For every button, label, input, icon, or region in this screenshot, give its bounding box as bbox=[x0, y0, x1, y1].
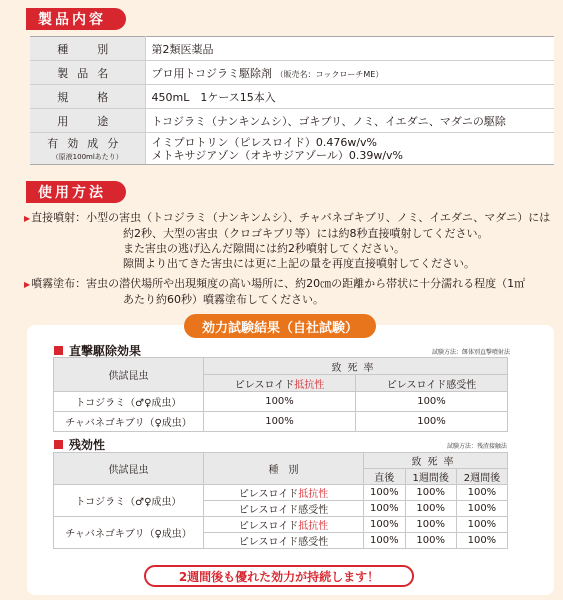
usage-direct bbox=[24, 210, 556, 271]
type-pre: ピレスロイド bbox=[238, 537, 299, 548]
col-insect: 供試昆虫 bbox=[54, 453, 204, 485]
spec-value bbox=[145, 133, 554, 165]
col-2-weeks: 2週間後 bbox=[456, 469, 507, 485]
type-red: 抵抗性 bbox=[298, 489, 329, 500]
value-cell: 100% bbox=[456, 533, 507, 549]
value-cell: 100% bbox=[405, 485, 456, 501]
section-title-product: 製品内容 bbox=[26, 8, 126, 30]
spec-row bbox=[30, 37, 554, 61]
spec-key: 用 途 bbox=[30, 109, 145, 133]
ingredient-1: イミプロトリン（ピレスロイド）0.476w/v% bbox=[151, 135, 377, 149]
value-cell: 100% bbox=[456, 517, 507, 533]
spec-row bbox=[30, 61, 554, 85]
insect-name: チャバネゴキブリ（♀成虫） bbox=[54, 517, 204, 549]
col-susceptible: ピレスロイド感受性 bbox=[356, 375, 508, 392]
section-title-usage: 使用方法 bbox=[26, 181, 126, 203]
table-row bbox=[54, 517, 508, 533]
usage-spray-label: 噴霧塗布： bbox=[31, 277, 87, 290]
type-pre: ピレスロイド bbox=[238, 505, 299, 516]
table-header-row bbox=[54, 358, 508, 375]
type-cell bbox=[204, 533, 364, 549]
triangle-bullet-icon: ▶ bbox=[24, 214, 31, 223]
spec-row bbox=[30, 85, 554, 109]
value-cell: 100% bbox=[405, 533, 456, 549]
spec-key bbox=[30, 133, 145, 165]
type-cell bbox=[204, 517, 364, 533]
col-mortality: 致死率 bbox=[364, 453, 508, 469]
resistant-value: 100% bbox=[204, 412, 356, 432]
table-row bbox=[54, 412, 508, 432]
value-cell: 100% bbox=[364, 501, 406, 517]
value-cell: 100% bbox=[456, 485, 507, 501]
spec-key: 製品名 bbox=[30, 61, 145, 85]
usage-spray bbox=[24, 276, 556, 307]
usage-direct-line2: 約2秒、大型の害虫（クロゴキブリ等）には約8秒直接噴射してください。 bbox=[123, 227, 489, 240]
spec-key-sub: （原液100mlあたり） bbox=[51, 153, 123, 161]
susceptible-value: 100% bbox=[356, 412, 508, 432]
direct-effect-table bbox=[53, 357, 508, 432]
col-resistant-red: 抵抗性 bbox=[294, 379, 325, 391]
usage-direct-label: 直接噴射： bbox=[31, 211, 87, 224]
direct-test-method: 試験方法：餌体別直撃噴射法 bbox=[432, 349, 511, 356]
usage-direct-line3: また害虫の逃げ込んだ隙間には約2秒噴射してください。 bbox=[123, 242, 405, 255]
spec-row bbox=[30, 109, 554, 133]
effect-banner: 2週間後も優れた効力が持続します！ bbox=[144, 565, 414, 587]
spec-value bbox=[145, 61, 554, 85]
product-name: プロ用トコジラミ駆除剤 bbox=[151, 66, 273, 80]
insect-name: チャバネゴキブリ（♀成虫） bbox=[54, 412, 204, 432]
spec-value: 450mL 1ケース15本入 bbox=[145, 85, 554, 109]
col-insect: 供試昆虫 bbox=[54, 358, 204, 392]
insect-name: トコジラミ（♂♀成虫） bbox=[54, 485, 204, 517]
ingredient-2: メトキサジアゾン（オキサジアゾール）0.39w/v% bbox=[151, 148, 403, 162]
value-cell: 100% bbox=[456, 501, 507, 517]
type-plain: 感受性 bbox=[298, 505, 329, 516]
col-mortality: 致死率 bbox=[204, 358, 508, 375]
resistant-value: 100% bbox=[204, 392, 356, 412]
spec-key: 種 別 bbox=[30, 37, 145, 61]
square-bullet-icon bbox=[54, 440, 63, 449]
results-title: 効力試験結果（自社試験） bbox=[184, 314, 376, 338]
square-bullet-icon bbox=[54, 346, 63, 355]
spec-value: トコジラミ（ナンキンムシ）、ゴキブリ、ノミ、イエダニ、マダニの駆除 bbox=[145, 109, 554, 133]
usage-spray-line2: あたり約60秒）噴霧塗布してください。 bbox=[123, 293, 324, 306]
value-cell: 100% bbox=[405, 517, 456, 533]
value-cell: 100% bbox=[364, 485, 406, 501]
value-cell: 100% bbox=[405, 501, 456, 517]
col-resistant bbox=[204, 375, 356, 392]
type-pre: ピレスロイド bbox=[238, 521, 299, 532]
spec-row bbox=[30, 133, 554, 165]
table-header-row bbox=[54, 453, 508, 469]
col-resistant-pre: ピレスロイド bbox=[234, 379, 295, 391]
usage-spray-line1: 害虫の潜伏場所や出現頻度の高い場所に、約20㎝の距離から帯状に十分濡れる程度（1㎡ bbox=[86, 277, 526, 290]
type-plain: 感受性 bbox=[298, 537, 329, 548]
product-sales-name: （販売名：コックローチME） bbox=[275, 69, 384, 79]
residual-test-method: 試験方法：残渣接触法 bbox=[447, 443, 508, 450]
product-spec-table bbox=[30, 36, 554, 165]
value-cell: 100% bbox=[364, 533, 406, 549]
col-1-week: 1週間後 bbox=[405, 469, 456, 485]
usage-direct-line4: 隙間より出てきた害虫には更に上記の量を再度直接噴射してください。 bbox=[123, 257, 475, 270]
col-type: 種 別 bbox=[204, 453, 364, 485]
spec-key: 規 格 bbox=[30, 85, 145, 109]
type-cell bbox=[204, 485, 364, 501]
insect-name: トコジラミ（♂♀成虫） bbox=[54, 392, 204, 412]
type-pre: ピレスロイド bbox=[238, 489, 299, 500]
value-cell: 100% bbox=[364, 517, 406, 533]
triangle-bullet-icon: ▶ bbox=[24, 280, 31, 289]
col-immediate: 直後 bbox=[364, 469, 406, 485]
direct-effect-heading-text: 直撃駆除効果 bbox=[69, 344, 142, 358]
type-red: 抵抗性 bbox=[298, 521, 329, 532]
table-row bbox=[54, 485, 508, 501]
table-row bbox=[54, 392, 508, 412]
residual-heading-text: 残効性 bbox=[69, 438, 106, 452]
spec-key-main: 有効成分 bbox=[47, 137, 128, 150]
type-cell bbox=[204, 501, 364, 517]
susceptible-value: 100% bbox=[356, 392, 508, 412]
spec-value: 第2類医薬品 bbox=[145, 37, 554, 61]
usage-direct-line1: 小型の害虫（トコジラミ（ナンキンムシ）、チャバネゴキブリ、ノミ、イエダニ、マダニ）には bbox=[86, 211, 551, 224]
residual-table bbox=[53, 452, 508, 549]
residual-heading bbox=[54, 436, 105, 453]
